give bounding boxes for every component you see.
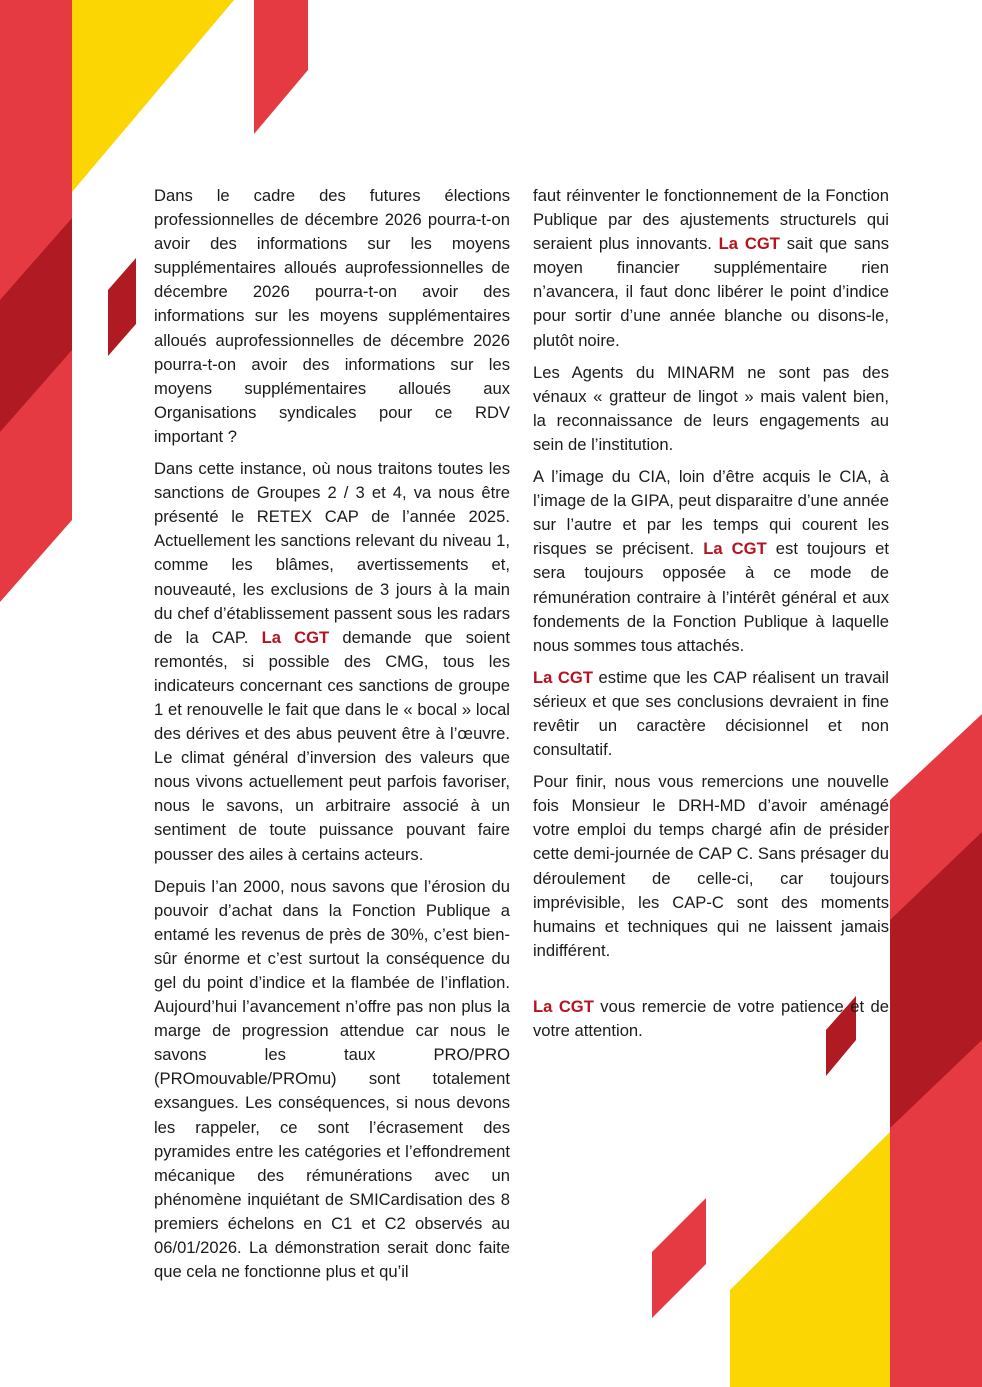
- org-name: La CGT: [703, 539, 767, 559]
- right-paragraph-3-text-a: A l’image du CIA, loin d’être acquis le CIA, à l’image de la GIPA, peut disparaitre d’une année sur l’autre et par les temps qui courent les risques se précisent.: [533, 467, 889, 559]
- closing-paragraph-text: vous remercie de votre patience et de votre attention.: [533, 996, 889, 1040]
- right-paragraph-1-text-a: faut réinventer le fonctionnement de la Fonction Publique par des ajustements structurels qui seraient plus innovants.: [533, 186, 889, 254]
- org-name: La CGT: [261, 627, 330, 647]
- right-paragraph-5: Pour finir, nous vous remercions une nouvelle fois Monsieur le DRH-MD d’avoir aménagé votre emploi du temps chargé afin de présider cette demi-journée de CAP C. Sans présager du déroulement de celle-ci, car toujours imprévisible, les CAP-C sont des moments humains et techniques qui ne laissent jamais indifférent.: [533, 772, 889, 960]
- left-paragraph-2-text-a: Dans cette instance, où nous traitons toutes les sanctions de Groupes 2 / 3 et 4, va nous être présenté le RETEX CAP de l’année 2025. Actuellement les sanctions relevant du niveau 1, comme les blâmes, avertissements et, nouveauté, les exclusions de 3 jours à la main du chef d’établissement passent sous les radars de la CAP.: [154, 459, 510, 647]
- org-name: La CGT: [533, 996, 594, 1016]
- left-paragraph-2: [154, 457, 510, 867]
- right-column: [533, 184, 889, 1051]
- left-paragraph-3: Depuis l’an 2000, nous savons que l’érosion du pouvoir d’achat dans la Fonction Publique a entamé les revenus de près de 30%, c’est bien-sûr énorme et c’est surtout la conséquence du gel du point d’indice et la flambée de l’inflation. Aujourd’hui l’avancement n’offre pas non plus la marge de progression attendue car nous le savons les taux PRO/PRO (PROmouvable/PROmu) sont totalement exsangues. Les conséquences, si nous devons les rappeler, ce sont l’écrasement des pyramides entre les catégories et l’effondrement mécanique des rémunérations avec un phénomène inquiétant de SMICardisation des 8 premiers échelons en C1 et C2 observés au 06/01/2026. La démonstration serait donc faite que cela ne fonctionne plus et qu’il: [154, 876, 510, 1282]
- left-column: [154, 184, 510, 1292]
- left-paragraph-1: Dans le cadre des futures élections professionnelles de décembre 2026 pourra-t-on avoir des informations sur les moyens supplémentaires alloués auprofessionnelles de décembre 2026 pourra-t-on avoir des informations sur les moyens supplémentaires alloués auprofessionnelles de décembre 2026 pourra-t-on avoir des informations sur les moyens supplémentaires alloués aux Organisations syndicales pour ce RDV important ?: [154, 186, 510, 446]
- right-paragraph-3-text-b: est toujours et sera toujours opposée à ce mode de rémunération contraire à l’intérêt général et aux fondements de la Fonction Publique à laquelle nous sommes tous attachés.: [533, 539, 889, 655]
- org-name: La CGT: [533, 667, 593, 687]
- right-paragraph-1: [533, 184, 889, 353]
- left-paragraph-2-text-b: demande que soient remontés, si possible des CMG, tous les indicateurs concernant ces sanctions de groupe 1 et renouvelle le fait que dans le « bocal » local des dérives et des abus peuvent être à l’œuvre. Le climat général d’inversion des valeurs que nous vivons actuellement peut parfois favoriser, nous le savons, un arbitraire associé à un sentiment de toute puissance pouvant faire pousser des ailes à certains acteurs.: [154, 627, 510, 864]
- right-paragraph-4-text: estime que les CAP réalisent un travail sérieux et que ses conclusions devraient in fine revêtir un caractère décisionnel et non consultatif.: [533, 667, 889, 760]
- right-paragraph-4: [533, 666, 889, 762]
- red-shard-bottom: [652, 1198, 706, 1318]
- dark-red-shard-left: [108, 258, 136, 356]
- right-paragraph-2: Les Agents du MINARM ne sont pas des vénaux « gratteur de lingot » mais valent bien, la reconnaissance de leurs engagements au sein de l’institution.: [533, 362, 889, 454]
- red-shard-top: [254, 0, 308, 134]
- org-name: La CGT: [718, 234, 780, 254]
- yellow-band-bottom-right: [730, 1132, 890, 1387]
- right-paragraph-3: [533, 465, 889, 658]
- right-paragraph-1-text-b: sait que sans moyen financier supplémentaire rien n’avancera, il faut donc libérer le point d’indice pour sortir d’une année blanche ou disons-le, plutôt noire.: [533, 234, 889, 350]
- closing-paragraph: [533, 995, 889, 1043]
